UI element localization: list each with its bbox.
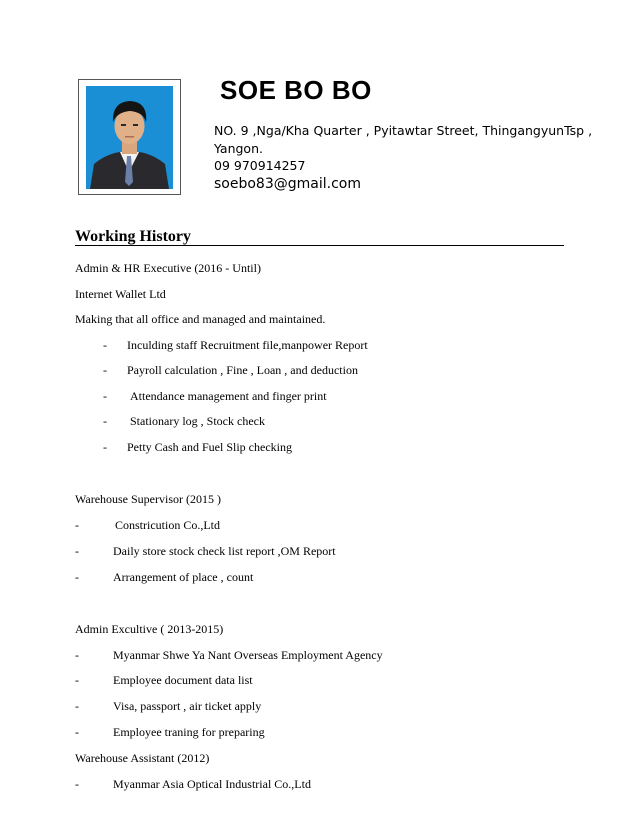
duty-item: Myanmar Asia Optical Industrial Co.,Ltd <box>113 777 311 791</box>
address-line-1: NO. 9 ,Nga/Kha Quarter , Pyitawtar Street, ThingangyunTsp , <box>214 123 593 138</box>
applicant-name: SOE BO BO <box>220 75 372 105</box>
job-title: Admin & HR Executive (2016 - Until) <box>75 261 261 275</box>
bullet-dash: - <box>75 570 79 584</box>
bullet-dash: - <box>103 414 107 428</box>
bullet-dash: - <box>75 673 79 687</box>
duty-item: Inculding staff Recruitment file,manpower Report <box>127 338 368 352</box>
working-history-heading: Working History <box>75 228 192 245</box>
duty-item: Arrangement of place , count <box>113 570 254 584</box>
heading-underline <box>75 245 564 246</box>
phone-number: 09 970914257 <box>214 158 306 173</box>
bullet-dash: - <box>75 648 79 662</box>
job-title: Warehouse Assistant (2012) <box>75 751 210 765</box>
job-title: Admin Excultive ( 2013-2015) <box>75 622 224 636</box>
duty-item: Visa, passport , air ticket apply <box>113 699 262 713</box>
duty-item: Petty Cash and Fuel Slip checking <box>127 440 292 454</box>
company-name: Internet Wallet Ltd <box>75 287 166 301</box>
profile-photo-frame <box>78 79 181 195</box>
duty-item: Constricution Co.,Ltd <box>115 518 220 532</box>
address-line-2: Yangon. <box>214 141 263 156</box>
profile-photo <box>86 86 173 189</box>
job-title: Warehouse Supervisor (2015 ) <box>75 492 221 506</box>
job-summary: Making that all office and managed and maintained. <box>75 312 326 326</box>
bullet-dash: - <box>75 777 79 791</box>
bullet-dash: - <box>75 518 79 532</box>
bullet-dash: - <box>75 699 79 713</box>
email-address: soebo83@gmail.com <box>214 176 361 192</box>
bullet-dash: - <box>75 725 79 739</box>
bullet-dash: - <box>103 363 107 377</box>
duty-item: Employee document data list <box>113 673 253 687</box>
bullet-dash: - <box>103 389 107 403</box>
bullet-dash: - <box>103 338 107 352</box>
person-portrait-icon <box>86 86 173 189</box>
bullet-dash: - <box>103 440 107 454</box>
duty-item: Payroll calculation , Fine , Loan , and deduction <box>127 363 358 377</box>
duty-item: Employee traning for preparing <box>113 725 265 739</box>
duty-item: Attendance management and finger print <box>130 389 327 403</box>
bullet-dash: - <box>75 544 79 558</box>
duty-item: Myanmar Shwe Ya Nant Overseas Employment Agency <box>113 648 383 662</box>
duty-item: Stationary log , Stock check <box>130 414 265 428</box>
duty-item: Daily store stock check list report ,OM Report <box>113 544 336 558</box>
